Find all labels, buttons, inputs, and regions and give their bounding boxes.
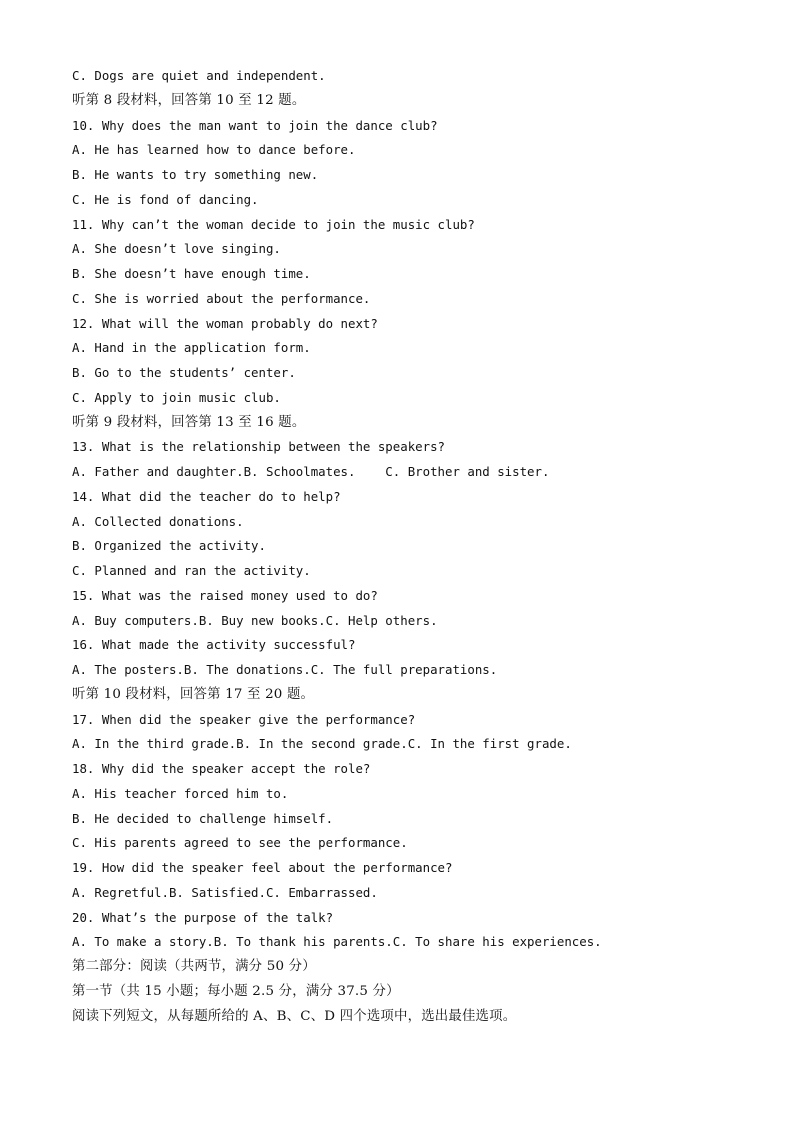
question-17: 17. When did the speaker give the performance?	[72, 711, 416, 727]
section-instruction: 听第 10 段材料，回答第 17 至 20 题。	[72, 686, 315, 702]
question-10: 10. Why does the man want to join the dance club?	[72, 117, 438, 133]
answer-options: A. To make a story.B. To thank his parents.C. To share his experiences.	[72, 934, 602, 950]
answer-option: C. He is fond of dancing.	[72, 191, 259, 207]
document-page	[72, 64, 732, 1029]
question-11: 11. Why can’t the woman decide to join the music club?	[72, 216, 475, 232]
section-instruction: 听第 8 段材料，回答第 10 至 12 题。	[72, 92, 306, 108]
answer-option: B. He wants to try something new.	[72, 167, 319, 182]
question-19: 19. How did the speaker feel about the performance?	[72, 860, 453, 875]
question-18: 18. Why did the speaker accept the role?	[72, 761, 371, 776]
answer-option: C. His parents agreed to see the performance.	[72, 835, 408, 851]
answer-options: A. In the third grade.B. In the second grade.C. In the first grade.	[72, 736, 572, 752]
question-16: 16. What made the activity successful?	[72, 637, 356, 653]
answer-options: A. Father and daughter.B. Schoolmates. C. Brother and sister.	[72, 464, 550, 479]
answer-option: C. Planned and ran the activity.	[72, 563, 311, 578]
answer-option: A. Collected donations.	[72, 513, 244, 529]
reading-instruction: 阅读下列短文，从每题所给的 A、B、C、D 四个选项中，选出最佳选项。	[72, 1008, 517, 1024]
answer-options: A. Regretful.B. Satisfied.C. Embarrassed.	[72, 884, 378, 900]
answer-option: B. Go to the students’ center.	[72, 365, 296, 380]
part-heading: 第二部分：阅读（共两节，满分 50 分）	[72, 959, 316, 974]
answer-options: A. Buy computers.B. Buy new books.C. Help others.	[72, 612, 438, 628]
question-15: 15. What was the raised money used to do?	[72, 587, 378, 603]
answer-option: B. He decided to challenge himself.	[72, 810, 334, 826]
answer-option: A. She doesn’t love singing.	[72, 241, 281, 257]
answer-option: C. Dogs are quiet and independent.	[72, 68, 326, 83]
section-instruction: 听第 9 段材料，回答第 13 至 16 题。	[72, 414, 306, 430]
question-12: 12. What will the woman probably do next?	[72, 315, 378, 331]
answer-option: B. Organized the activity.	[72, 538, 266, 554]
question-13: 13. What is the relationship between the speakers?	[72, 439, 445, 455]
section-heading: 第一节（共 15 小题；每小题 2.5 分，满分 37.5 分）	[72, 983, 400, 999]
question-20: 20. What’s the purpose of the talk?	[72, 909, 334, 925]
answer-option: C. Apply to join music club.	[72, 389, 281, 405]
answer-option: A. Hand in the application form.	[72, 340, 311, 356]
answer-options: A. The posters.B. The donations.C. The full preparations.	[72, 662, 498, 677]
answer-option: C. She is worried about the performance.	[72, 290, 371, 306]
question-14: 14. What did the teacher do to help?	[72, 488, 341, 504]
answer-option: A. He has learned how to dance before.	[72, 142, 356, 158]
answer-option: B. She doesn’t have enough time.	[72, 266, 311, 281]
answer-option: A. His teacher forced him to.	[72, 785, 289, 801]
